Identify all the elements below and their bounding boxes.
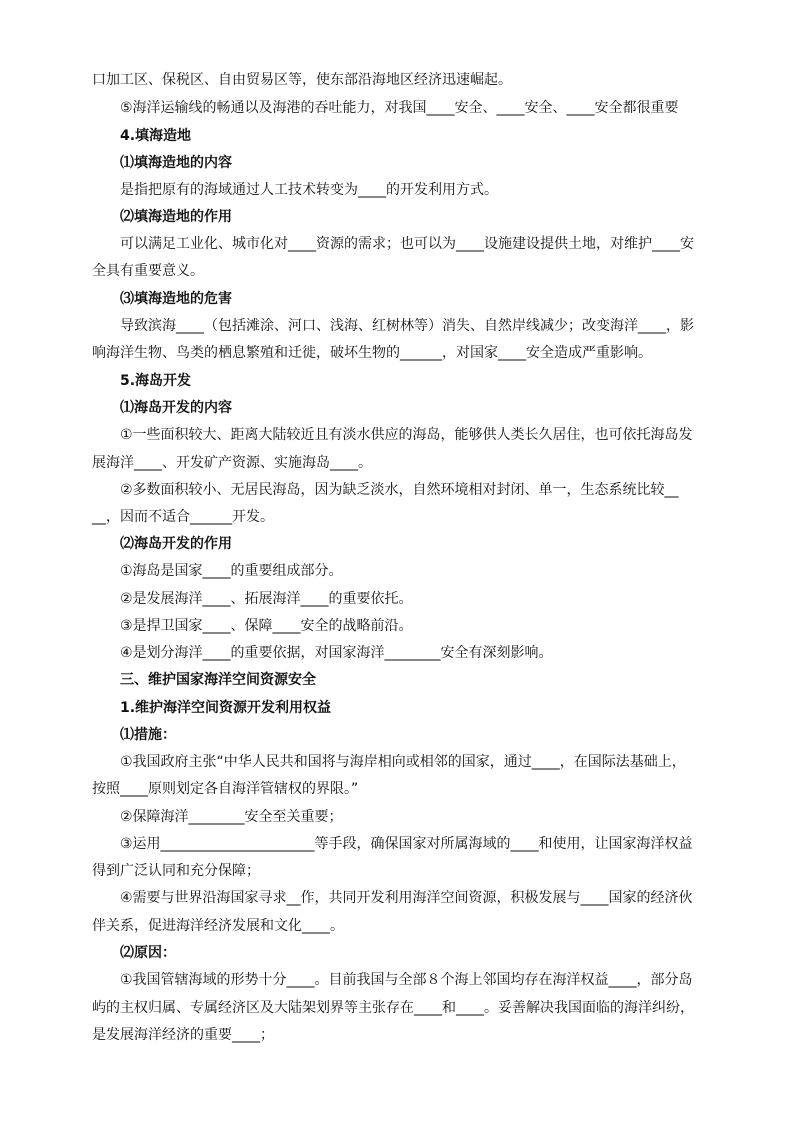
paragraph-line: ①我国政府主张“中华人民共和国将与海岸相向或相邻的国家，通过____，在国际法基础上， [120, 754, 686, 770]
paragraph-line: 可以满足工业化、城市化对____资源的需求；也可以为____设施建设提供土地，对维护____安 [120, 236, 694, 252]
subsection-heading: ⑴海岛开发的内容 [120, 400, 232, 416]
paragraph-line: 屿的主权归属、专属经济区及大陆架划界等主张存在____和____。妥善解决我国面临的海洋纠纷， [92, 1000, 694, 1016]
paragraph-line: 按照____原则划定各自海洋管辖权的界限。” [92, 781, 359, 797]
subsection-heading: ⑴填海造地的内容 [120, 155, 232, 171]
subsection-heading: ⑵填海造地的作用 [120, 209, 232, 225]
paragraph-line: ②多数面积较小、无居民海岛，因为缺乏淡水，自然环境相对封闭、单一，生态系统比较__ [120, 482, 679, 498]
section-heading: 5.海岛开发 [120, 373, 192, 389]
chapter-heading: 三、维护国家海洋空间资源安全 [120, 672, 316, 688]
section-heading: 4.填海造地 [120, 128, 192, 144]
paragraph-line: __，因而不适合______开发。 [92, 509, 274, 525]
paragraph-line: ②是发展海洋____、拓展海洋____的重要依托。 [120, 591, 413, 607]
subsection-heading: ⑵海岛开发的作用 [120, 536, 232, 552]
subsection-heading: ⑴措施： [120, 727, 176, 743]
section-heading: 1.维护海洋空间资源开发利用权益 [120, 700, 332, 716]
paragraph-line: 展海洋____、开发矿产资源、实施海岛____。 [92, 455, 372, 471]
paragraph-line: 导致滨海____（包括滩涂、河口、浅海、红树林等）消失、自然岸线减少；改变海洋____，影 [120, 318, 694, 334]
paragraph-line: ②保障海洋________安全至关重要； [120, 809, 343, 825]
paragraph-line: ①海岛是国家____的重要组成部分。 [120, 563, 343, 579]
paragraph-line: 响海洋生物、鸟类的栖息繁殖和迁徙，破坏生物的______，对国家____安全造成严重影响。 [92, 345, 652, 361]
paragraph-line: ③运用______________________等手段，确保国家对所属海域的____和使用，让国家海洋权益 [120, 836, 693, 852]
subsection-heading: ⑶填海造地的危害 [120, 291, 232, 307]
subsection-heading: ⑵原因： [120, 945, 176, 961]
paragraph-line: 是指把原有的海域通过人工技术转变为____的开发利用方式。 [120, 182, 498, 198]
paragraph-line: 得到广泛认同和充分保障； [92, 863, 260, 879]
paragraph-line: ①一些面积较大、距离大陆较近且有淡水供应的海岛，能够供人类长久居住，也可依托海岛发 [120, 427, 693, 443]
paragraph-line: 伴关系，促进海洋经济发展和文化____。 [92, 918, 344, 934]
paragraph-line: ①我国管辖海域的形势十分____。目前我国与全部８个海上邻国均存在海洋权益____，部分岛 [120, 972, 693, 988]
paragraph-line: 口加工区、保税区、自由贸易区等，使东部沿海地区经济迅速崛起。 [92, 72, 512, 88]
paragraph-line: 全具有重要意义。 [92, 263, 204, 279]
paragraph-line: ⑤海洋运输线的畅通以及海港的吞吐能力，对我国____安全、____安全、____安全都很重要 [120, 100, 679, 116]
paragraph-line: 是发展海洋经济的重要____； [92, 1027, 274, 1043]
paragraph-line: ④是划分海洋____的重要依据，对国家海洋________安全有深刻影响。 [120, 645, 553, 661]
paragraph-line: ③是捍卫国家____、保障____安全的战略前沿。 [120, 618, 413, 634]
paragraph-line: ④需要与世界沿海国家寻求__作，共同开发利用海洋空间资源，积极发展与____国家的经济伙 [120, 890, 693, 906]
